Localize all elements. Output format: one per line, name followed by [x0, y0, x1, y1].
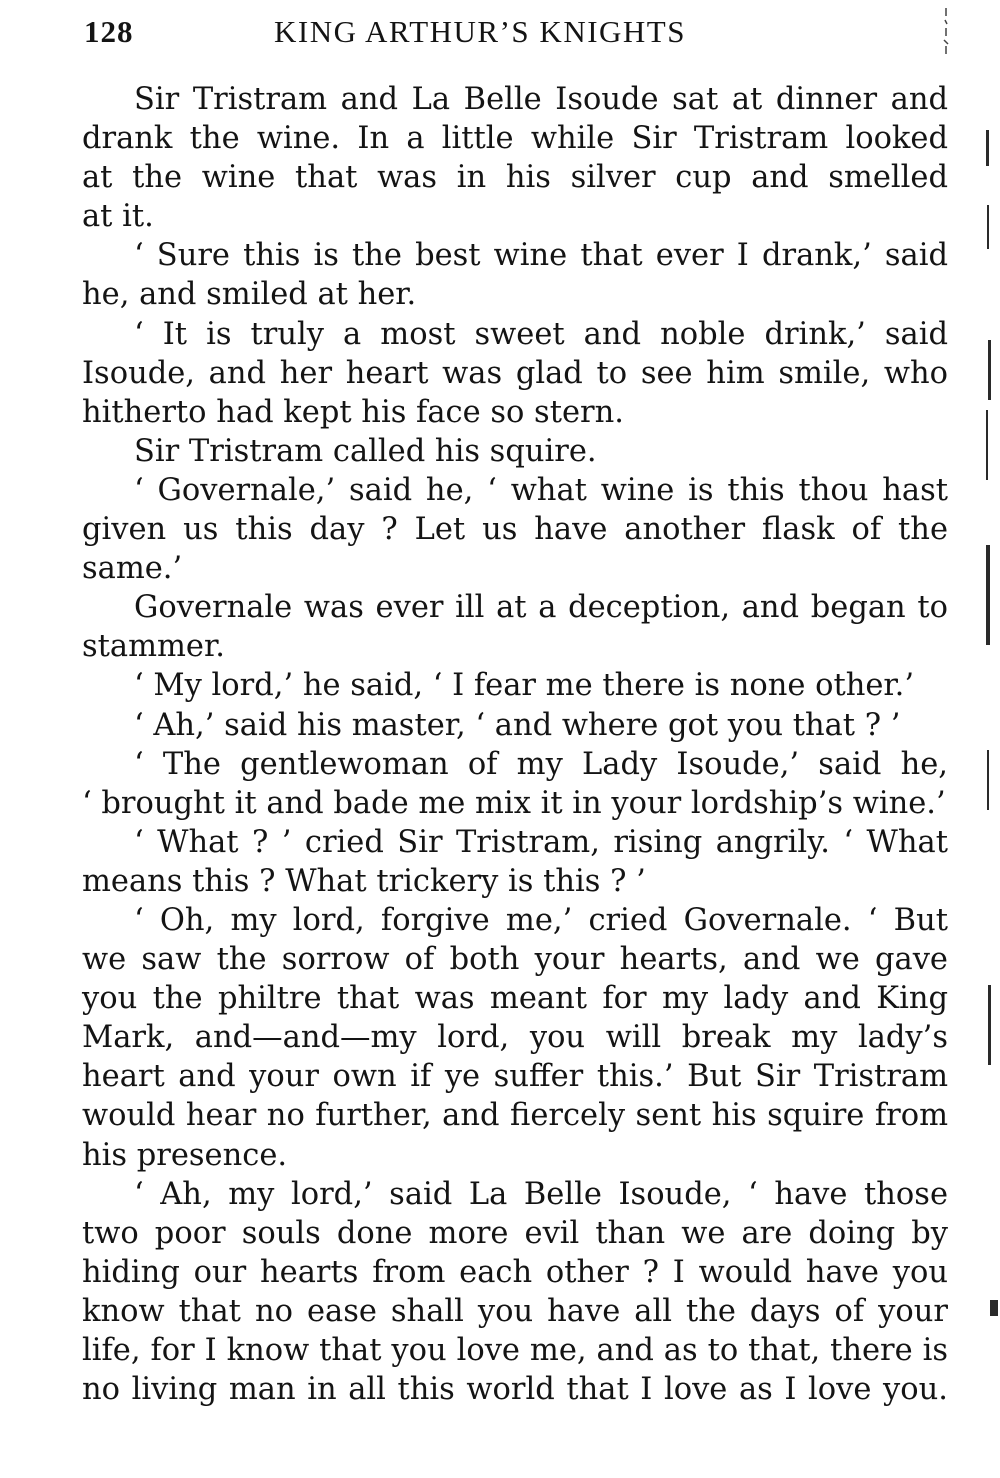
text-line: ‘ brought it and bade me mix it in your lordship’s wine.’	[82, 785, 946, 821]
margin-scan-mark	[990, 1300, 998, 1316]
text-line: ‘ What ? ’ cried Sir Tristram, rising angrily. ‘ What	[134, 824, 948, 860]
text-line: Isoude, and her heart was glad to see him smile, who	[82, 355, 948, 391]
text-line: know that no ease shall you have all the days of your	[82, 1293, 948, 1329]
body-text	[82, 80, 948, 1409]
text-line: ‘ The gentlewoman of my Lady Isoude,’ said he,	[134, 746, 948, 782]
text-line: means this ? What trickery is this ? ’	[82, 863, 646, 899]
text-line: ‘ My lord,’ he said, ‘ I fear me there is none other.’	[134, 668, 915, 704]
margin-scan-mark	[986, 130, 989, 166]
text-line: he, and smiled at her.	[82, 277, 417, 313]
text-line: drank the wine. In a little while Sir Tristram looked	[82, 121, 948, 157]
text-line: Mark, and—and—my lord, you will break my lady’s	[82, 1020, 948, 1056]
margin-scan-mark	[987, 750, 989, 810]
text-line: heart and your own if ye suffer this.’ But Sir Tristram	[82, 1059, 948, 1095]
text-line: life, for I know that you love me, and as to that, there is	[82, 1333, 948, 1368]
text-line: ‘ Sure this is the best wine that ever I drank,’ said	[134, 238, 948, 274]
text-line: would hear no further, and fiercely sent his squire from	[82, 1098, 948, 1134]
margin-scan-mark	[988, 340, 991, 400]
page-number: 128	[84, 14, 134, 49]
text-line: Sir Tristram called his squire.	[134, 433, 597, 469]
text-line: ‘ Ah, my lord,’ said La Belle Isoude, ‘ have those	[134, 1176, 948, 1212]
text-line: at the wine that was in his silver cup and smelled	[82, 160, 948, 196]
margin-scan-mark	[988, 985, 991, 1065]
text-line: Sir Tristram and La Belle Isoude sat at dinner and	[134, 82, 948, 117]
text-line: at it.	[82, 199, 154, 235]
text-line: ‘ Oh, my lord, forgive me,’ cried Governale. ‘ But	[134, 902, 948, 938]
text-line: given us this day ? Let us have another flask of the	[82, 512, 948, 548]
text-line: his presence.	[82, 1137, 288, 1173]
text-line: same.’	[82, 551, 183, 587]
text-line: two poor souls done more evil than we are doing by	[82, 1215, 948, 1251]
text-line: ‘ It is truly a most sweet and noble drink,’ said	[134, 316, 948, 352]
scan-artifact	[940, 8, 952, 54]
text-line: Governale was ever ill at a deception, and began to	[134, 590, 948, 626]
margin-scan-mark	[986, 410, 988, 480]
text-line: stammer.	[82, 629, 225, 665]
running-title: KING ARTHUR’S KNIGHTS	[274, 14, 686, 49]
text-line: you the philtre that was meant for my lady and King	[82, 981, 948, 1017]
text-line: hitherto had kept his face so stern.	[82, 394, 624, 430]
text-line: ‘ Governale,’ said he, ‘ what wine is this thou hast	[134, 472, 948, 508]
text-line: no living man in all this world that I love as I love you.	[82, 1372, 948, 1408]
text-line: we saw the sorrow of both your hearts, and we gave	[82, 942, 948, 978]
margin-scan-mark	[987, 205, 989, 249]
running-head	[84, 14, 954, 60]
text-line: hiding our hearts from each other ? I would have you	[82, 1254, 948, 1290]
scan-artifact-icon	[940, 8, 952, 54]
text-line: ‘ Ah,’ said his master, ‘ and where got you that ? ’	[134, 707, 901, 743]
margin-scan-mark	[986, 545, 990, 645]
